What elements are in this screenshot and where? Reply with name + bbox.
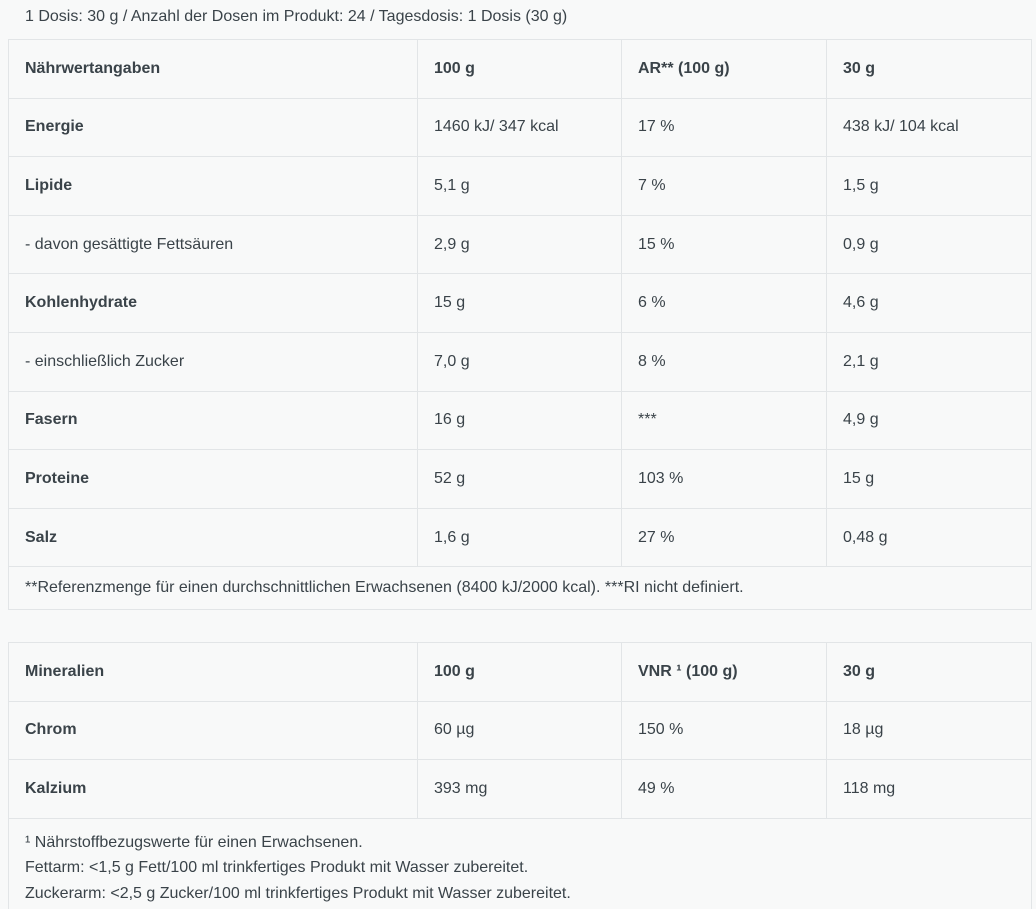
value-30g: 1,5 g — [827, 157, 1032, 216]
header-cell-label: Nährwertangaben — [9, 40, 418, 99]
header-cell-30g: 30 g — [827, 643, 1032, 702]
value-30g: 0,9 g — [827, 215, 1032, 274]
table-row — [9, 760, 1032, 819]
mineral-label: Chrom — [9, 701, 418, 760]
low-sugar-footnote: Zuckerarm: <2,5 g Zucker/100 ml trinkfertiges Produkt mit Wasser zubereitet. — [25, 884, 571, 902]
value-ar: 7 % — [622, 157, 827, 216]
table-row — [9, 391, 1032, 450]
table-row — [9, 450, 1032, 509]
low-fat-footnote: Fettarm: <1,5 g Fett/100 ml trinkfertiges Produkt mit Wasser zubereitet. — [25, 859, 529, 877]
value-100g: 393 mg — [418, 760, 622, 819]
table-row — [9, 332, 1032, 391]
minerals-footnotes — [9, 818, 1032, 909]
value-100g: 60 µg — [418, 701, 622, 760]
nutrient-label: - einschließlich Zucker — [9, 332, 418, 391]
value-100g: 2,9 g — [418, 215, 622, 274]
nutrition-table — [8, 39, 1032, 610]
nutrient-label: Salz — [9, 508, 418, 567]
header-cell-100g: 100 g — [418, 643, 622, 702]
value-100g: 52 g — [418, 450, 622, 509]
minerals-table — [8, 642, 1032, 909]
nutrient-label: Fasern — [9, 391, 418, 450]
value-30g: 4,9 g — [827, 391, 1032, 450]
table-row — [9, 215, 1032, 274]
table-row — [9, 274, 1032, 333]
value-ar: 27 % — [622, 508, 827, 567]
table-row — [9, 157, 1032, 216]
nutrition-footnote-row — [9, 567, 1032, 610]
value-100g: 15 g — [418, 274, 622, 333]
value-100g: 1,6 g — [418, 508, 622, 567]
nrv-footnote: ¹ Nährstoffbezugswerte für einen Erwachsenen. — [25, 833, 363, 851]
header-cell-label: Mineralien — [9, 643, 418, 702]
value-ar: 6 % — [622, 274, 827, 333]
value-100g: 16 g — [418, 391, 622, 450]
value-100g: 7,0 g — [418, 332, 622, 391]
mineral-label: Kalzium — [9, 760, 418, 819]
value-100g: 1460 kJ/ 347 kcal — [418, 98, 622, 157]
value-vnr: 49 % — [622, 760, 827, 819]
header-cell-ar: AR** (100 g) — [622, 40, 827, 99]
table-row — [9, 701, 1032, 760]
value-30g: 118 mg — [827, 760, 1032, 819]
header-cell-100g: 100 g — [418, 40, 622, 99]
value-ar: 15 % — [622, 215, 827, 274]
nutrient-label: Kohlenhydrate — [9, 274, 418, 333]
minerals-footnote-row — [9, 818, 1032, 909]
table-row — [9, 508, 1032, 567]
value-ar: 17 % — [622, 98, 827, 157]
table-row — [9, 98, 1032, 157]
value-30g: 4,6 g — [827, 274, 1032, 333]
value-30g: 2,1 g — [827, 332, 1032, 391]
value-vnr: 150 % — [622, 701, 827, 760]
minerals-header-row — [9, 643, 1032, 702]
nutrient-label: Proteine — [9, 450, 418, 509]
value-100g: 5,1 g — [418, 157, 622, 216]
nutrient-label: Energie — [9, 98, 418, 157]
value-30g: 0,48 g — [827, 508, 1032, 567]
header-cell-vnr: VNR ¹ (100 g) — [622, 643, 827, 702]
reference-footnote: **Referenzmenge für einen durchschnittlichen Erwachsenen (8400 kJ/2000 kcal). ***RI nicht definiert. — [9, 567, 1032, 610]
header-cell-30g: 30 g — [827, 40, 1032, 99]
nutrition-header-row — [9, 40, 1032, 99]
value-ar: 103 % — [622, 450, 827, 509]
dosage-caption: 1 Dosis: 30 g / Anzahl der Dosen im Produkt: 24 / Tagesdosis: 1 Dosis (30 g) — [25, 8, 568, 25]
nutrient-label: Lipide — [9, 157, 418, 216]
nutrient-label: - davon gesättigte Fettsäuren — [9, 215, 418, 274]
value-ar: 8 % — [622, 332, 827, 391]
value-30g: 438 kJ/ 104 kcal — [827, 98, 1032, 157]
value-ar: *** — [622, 391, 827, 450]
value-30g: 18 µg — [827, 701, 1032, 760]
value-30g: 15 g — [827, 450, 1032, 509]
